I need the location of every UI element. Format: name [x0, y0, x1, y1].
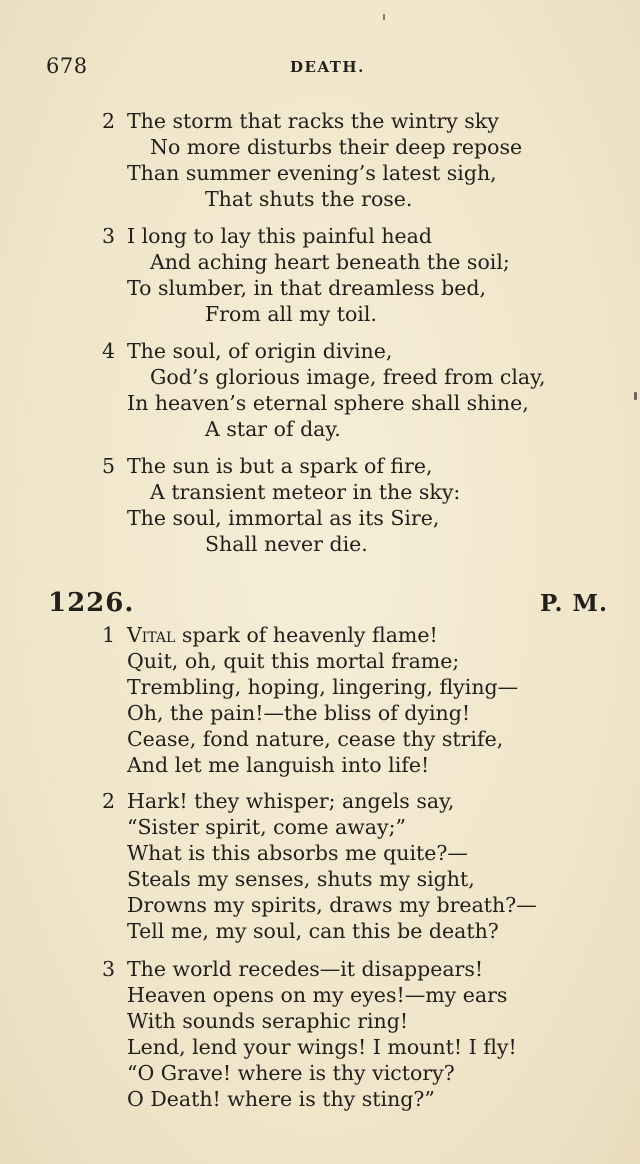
- verse-line: Oh, the pain!—the bliss of dying!: [127, 701, 471, 725]
- verse-line: And aching heart beneath the soil;: [150, 250, 510, 274]
- verse-line: To slumber, in that dreamless bed,: [127, 276, 487, 300]
- verse-line: Steals my senses, shuts my sight,: [127, 867, 475, 891]
- verse-line: Lend, lend your wings! I mount! I fly!: [127, 1035, 517, 1059]
- verse-line: Hark! they whisper; angels say,: [127, 789, 455, 813]
- hymn-number: 1226.: [48, 588, 135, 618]
- stanza-number: 2: [102, 789, 116, 813]
- stanza-number: 4: [102, 339, 116, 363]
- verse-line: O Death! where is thy sting?”: [127, 1087, 435, 1111]
- verse-line: God’s glorious image, freed from clay,: [150, 365, 546, 389]
- stanza-number: 3: [102, 957, 116, 981]
- verse-line: Tell me, my soul, can this be death?: [127, 919, 499, 943]
- verse-line-first: [127, 622, 438, 648]
- running-head: DEATH.: [290, 58, 365, 76]
- verse-line: Shall never die.: [205, 532, 368, 556]
- page-number: 678: [46, 54, 88, 78]
- stanza-number: 2: [102, 109, 116, 133]
- verse-line: The world recedes—it disappears!: [127, 957, 484, 981]
- verse-line: That shuts the rose.: [205, 187, 413, 211]
- verse-line: Than summer evening’s latest sigh,: [127, 161, 497, 185]
- verse-line: I long to lay this painful head: [127, 224, 433, 248]
- print-mark: [383, 14, 385, 20]
- verse-line: With sounds seraphic ring!: [127, 1009, 409, 1033]
- stanza-number: 3: [102, 224, 116, 248]
- verse-line: “Sister spirit, come away;”: [127, 815, 406, 839]
- verse-line: Trembling, hoping, lingering, flying—: [127, 675, 519, 699]
- stanza-number: 1: [102, 623, 116, 647]
- verse-line: Cease, fond nature, cease thy strife,: [127, 727, 504, 751]
- first-line-rest: spark of heavenly flame!: [175, 623, 438, 647]
- stanza-number: 5: [102, 454, 116, 478]
- verse-line: In heaven’s eternal sphere shall shine,: [127, 391, 529, 415]
- verse-line: The sun is but a spark of fire,: [127, 454, 433, 478]
- verse-line: Drowns my spirits, draws my breath?—: [127, 893, 537, 917]
- first-word: Vital: [127, 623, 176, 647]
- hymn-meter: P. M.: [540, 590, 608, 617]
- verse-line: No more disturbs their deep repose: [150, 135, 523, 159]
- verse-line: From all my toil.: [205, 302, 377, 326]
- verse-line: Heaven opens on my eyes!—my ears: [127, 983, 508, 1007]
- verse-line: “O Grave! where is thy victory?: [127, 1061, 455, 1085]
- verse-line: What is this absorbs me quite?—: [127, 841, 468, 865]
- verse-line: Quit, oh, quit this mortal frame;: [127, 649, 460, 673]
- print-mark-edge: [634, 392, 637, 400]
- verse-line: A star of day.: [205, 417, 341, 441]
- verse-line: And let me languish into life!: [127, 753, 430, 777]
- verse-line: The storm that racks the wintry sky: [127, 109, 499, 133]
- verse-line: The soul, immortal as its Sire,: [127, 506, 440, 530]
- verse-line: The soul, of origin divine,: [127, 339, 393, 363]
- verse-line: A transient meteor in the sky:: [150, 480, 461, 504]
